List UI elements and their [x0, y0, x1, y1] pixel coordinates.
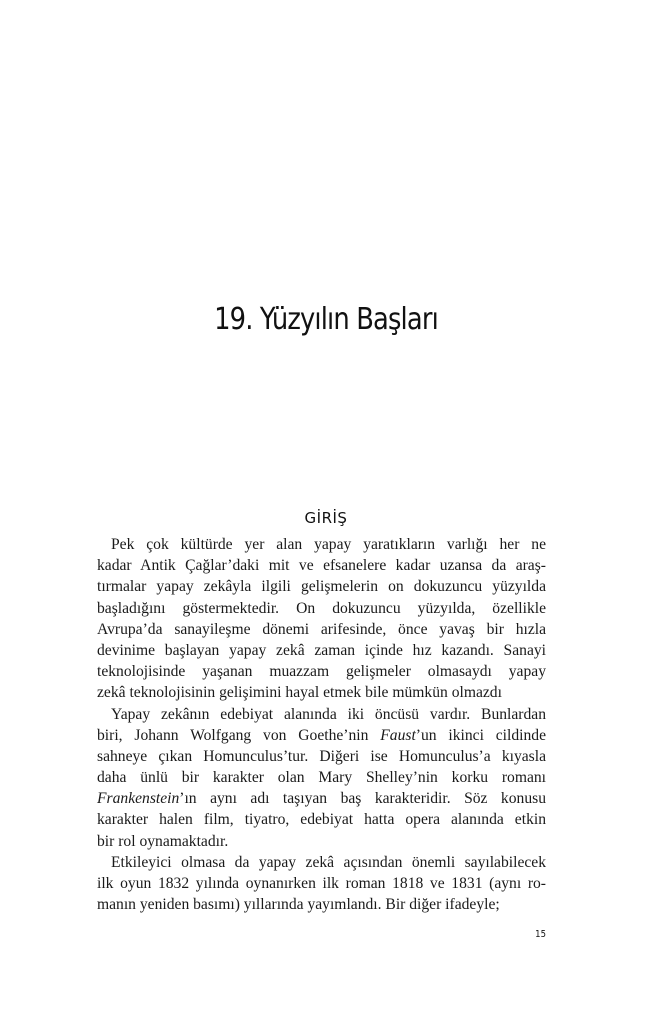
paragraph-line: Avrupa’da sanayileşme dönemi arifesinde, önce yavaş bir hızla — [97, 620, 546, 638]
paragraph-line: tırmalar yapay zekâyla ilgili gelişmelerin on dokuzuncu yüzyılda — [97, 578, 546, 596]
paragraph-line: ilk oyun 1832 yılında oynanırken ilk roman 1818 ve 1831 (aynı ro- — [97, 875, 546, 892]
paragraph-line: kadar Antik Çağlar’daki mit ve efsanelere kadar uzansa da araş- — [97, 557, 546, 575]
paragraph-line: daha ünlü bir karakter olan Mary Shelley’nin korku romanı — [97, 769, 546, 787]
paragraph-line: Pek çok kültürde yer alan yapay yaratıkların varlığı her ne — [111, 536, 546, 553]
paragraph-line: karakter halen film, tiyatro, edebiyat hatta opera alanında etkin — [97, 811, 546, 829]
paragraph-line: Frankenstein’ın aynı adı taşıyan baş karakteridir. Söz konusu — [97, 790, 546, 808]
paragraph-line: Etkileyici olmasa da yapay zekâ açısından önemli sayılabilecek — [111, 853, 546, 871]
body-text — [97, 534, 546, 915]
paragraph-line: biri, Johann Wolfgang von Goethe’nin Faust’un ikinci cildinde — [97, 726, 546, 744]
paragraph-line: zekâ teknolojisinin gelişimini hayal etmek bile mümkün olmazdı — [97, 684, 502, 702]
paragraph-line: sahneye çıkan Homunculus’tur. Diğeri ise Homunculus’a kıyasla — [97, 747, 546, 765]
chapter-title: 19. Yüzyılın Başları — [214, 302, 438, 337]
page-number: 15 — [535, 929, 546, 940]
paragraph-line: manın yeniden basımı) yıllarında yayımlandı. Bir diğer ifadeyle; — [97, 896, 500, 914]
paragraph-line: devinime başlayan yapay zekâ zaman içinde hız kazandı. Sanayi — [97, 641, 546, 659]
paragraph-line: Yapay zekânın edebiyat alanında iki öncüsü vardır. Bunlardan — [111, 705, 546, 723]
paragraph-line: başladığını göstermektedir. On dokuzuncu yüzyılda, özellikle — [97, 599, 546, 617]
section-heading: GİRİŞ — [304, 509, 348, 527]
paragraph-line: bir rol oynamaktadır. — [97, 832, 229, 850]
paragraph-line: teknolojisinde yaşanan muazzam gelişmeler olmasaydı yapay — [97, 663, 546, 681]
